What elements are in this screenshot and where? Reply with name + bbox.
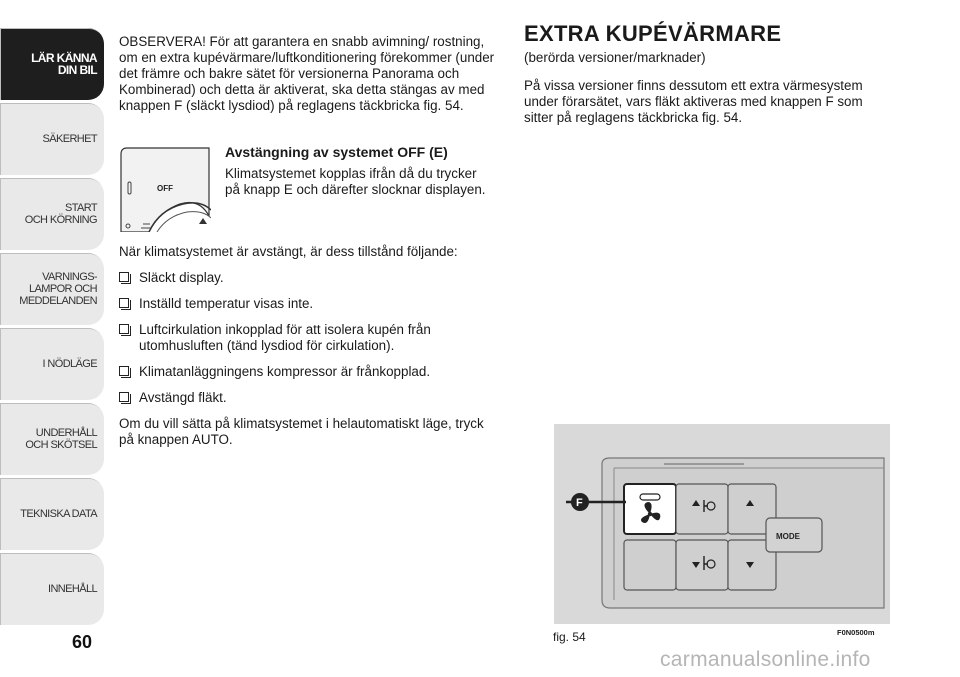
state-intro: När klimatsystemet är avstängt, är dess tillstånd följande: [119,244,458,259]
off-text [225,144,495,232]
list-item: Släckt display. [119,270,499,286]
section-title: EXTRA KUPÉVÄRMARE [524,21,782,46]
off-label: OFF [157,184,173,193]
tab-innehall[interactable] [0,553,104,625]
figure-54 [554,424,890,624]
callout-f: F [576,497,583,509]
left-column [119,34,499,458]
tab-varningslampor[interactable] [0,253,104,325]
checkbox-bullet-icon [119,324,129,334]
list-item: Avstängd fläkt. [119,390,499,406]
checkbox-bullet-icon [119,392,129,402]
chapter-sidebar [0,28,104,628]
off-section [119,144,499,232]
tab-label: VARNINGS- LAMPOR OCH MEDDELANDEN [19,271,97,307]
section-body: På vissa versioner finns dessutom ett extra värmesystem under förarsätet, vars fläkt aktiveras med knappen F som sitter på reglagens täckbricka fig. 54. [524,78,863,125]
tab-label: INNEHÅLL [48,583,97,595]
tab-sakerhet[interactable] [0,103,104,175]
watermark: carmanualsonline.info [660,648,871,671]
checkbox-bullet-icon [119,272,129,282]
section-subtitle: (berörda versioner/marknader) [524,50,706,65]
figure-code: F0N0500m [837,628,875,637]
tab-underhall[interactable] [0,403,104,475]
off-body: Klimatsystemet kopplas ifrån då du trycker på knapp E och därefter slocknar displayen. [225,166,486,197]
list-item: Luftcirkulation inkopplad för att isolera kupén från utomhusluften (tänd lysdiod för cirkulation). [119,322,499,354]
list-item: Inställd temperatur visas inte. [119,296,499,312]
tab-label: UNDERHÅLL OCH SKÖTSEL [25,427,97,451]
tab-i-nodlage[interactable] [0,328,104,400]
mode-label: MODE [776,532,800,541]
figure-caption: fig. 54 [553,630,586,644]
right-column [524,21,894,136]
tab-label: LÄR KÄNNA DIN BIL [31,51,97,77]
checkbox-bullet-icon [119,298,129,308]
tab-start-och-korning[interactable] [0,178,104,250]
tab-label: TEKNISKA DATA [20,508,97,520]
tab-label: START OCH KÖRNING [24,202,97,226]
checkbox-bullet-icon [119,366,129,376]
tab-tekniska-data[interactable] [0,478,104,550]
tab-label: SÄKERHET [42,133,97,145]
tab-lar-kanna-din-bil[interactable] [0,28,104,100]
intro-paragraph: OBSERVERA! För att garantera en snabb avimning/ rostning, om en extra kupévärmare/luftkonditionering förekommer (under det främre och bakre sätet för versionerna Panorama och Kombinerad) och detta är aktiverat, ska detta stängas av med knappen F (släckt lysdiod) på reglagens täckbricka fig. 54. [119,34,495,113]
off-button-illustration [119,144,211,232]
list-item: Klimatanläggningens kompressor är frånkopplad. [119,364,499,380]
tab-label: I NÖDLÄGE [42,358,97,370]
state-list [119,270,499,406]
auto-paragraph: Om du vill sätta på klimatsystemet i helautomatiskt läge, tryck på knappen AUTO. [119,416,484,447]
page-number: 60 [72,632,93,652]
off-heading: Avstängning av systemet OFF (E) [225,144,448,160]
